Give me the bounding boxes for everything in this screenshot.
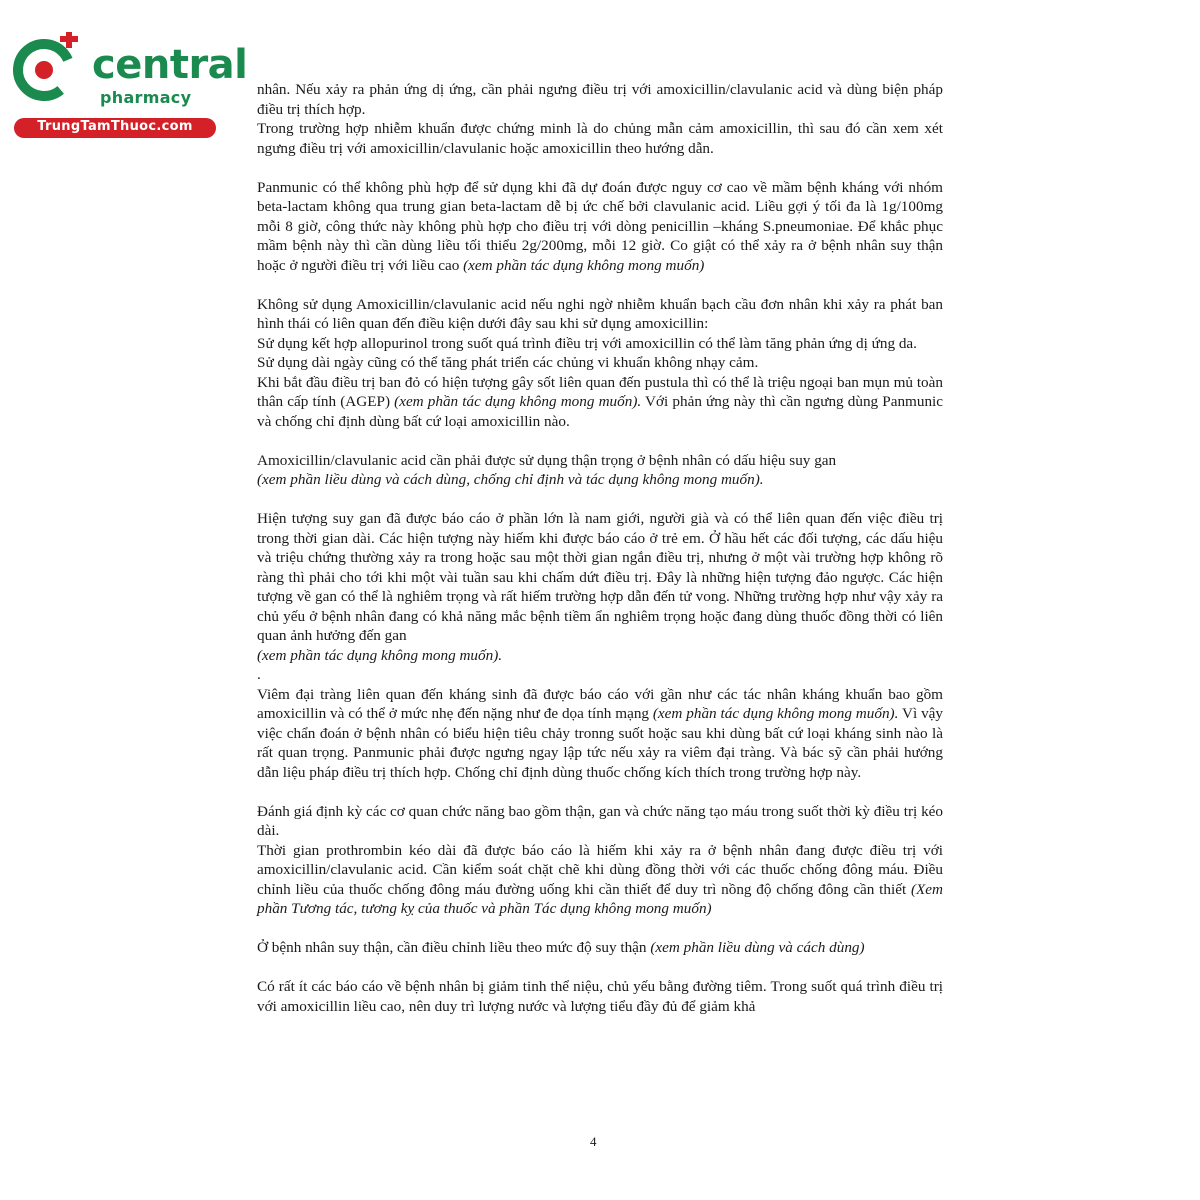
paragraph: Đánh giá định kỳ các cơ quan chức năng bao gồm thận, gan và chức năng tạo máu trong suốt thời kỳ điều trị kéo dài.: [257, 802, 943, 839]
page-number: 4: [590, 1134, 597, 1149]
logo-url: TrungTamThuoc.com: [37, 119, 193, 134]
paragraph: Panmunic có thể không phù hợp để sử dụng khi đã dự đoán được nguy cơ cao về mầm bệnh kháng với nhóm beta-lactam không qua trung gian beta-lactam dễ bị ức chế bởi clavulanic acid. Liều gợi ý tối đa là 1g/100mg mỗi 8 giờ, công thức này không phù hợp cho điều trị với dòng penicillin –kháng S.pneumoniae. Để khắc phục mầm bệnh này thì cần dùng liều tối thiểu 2g/200mg, mỗi 12 giờ. Co giật có thể xảy ra ở bệnh nhân suy thận hoặc ở người điều trị với liều cao (xem phần tác dụng không mong muốn): [257, 178, 943, 274]
cross-reference: (xem phần liều dùng và cách dùng, chống chỉ định và tác dụng không mong muốn).: [257, 471, 764, 488]
paragraph: Thời gian prothrombin kéo dài đã được báo cáo là hiếm khi xảy ra ở bệnh nhân đang được điều trị với amoxicillin/clavulanic acid. Cần kiểm soát chặt chẽ khi dùng đồng thời với các thuốc chống đông máu. Điều chỉnh liều của thuốc chống đông máu đường uống khi cần thiết để duy trì nồng độ chống đông cần thiết (Xem phần Tương tác, tương kỵ của thuốc và phần Tác dụng không mong muốn): [257, 841, 943, 917]
paragraph: Ở bệnh nhân suy thận, cần điều chỉnh liều theo mức độ suy thận (xem phần liều dùng và cách dùng): [257, 939, 865, 956]
paragraph: Amoxicillin/clavulanic acid cần phải được sử dụng thận trọng ở bệnh nhân có dấu hiệu suy gan: [257, 451, 837, 469]
logo-c-plus-icon: [8, 32, 88, 112]
paragraph: Sử dụng dài ngày cũng có thể tăng phát triển các chủng vi khuẩn không nhạy cảm.: [257, 354, 759, 371]
paragraph: [257, 470, 943, 490]
document-body: [257, 80, 943, 1016]
cross-reference: (xem phần tác dụng không mong muốn).: [257, 646, 503, 664]
logo-url-bar: [14, 118, 216, 138]
paragraph: Trong trường hợp nhiễm khuẩn được chứng minh là do chủng mẫn cảm amoxicillin, thì sau đó cần xem xét ngưng điều trị với amoxicillin/clavulanic hoặc amoxicillin theo hướng dẫn.: [257, 120, 943, 157]
cross-reference: (Xem phần Tương tác, tương kỵ của thuốc và phần Tác dụng không mong muốn): [257, 880, 943, 917]
paragraph: Có rất ít các báo cáo về bệnh nhân bị giảm tinh thể niệu, chủ yếu bằng đường tiêm. Trong suốt quá trình điều trị với amoxicillin liều cao, nên duy trì lượng nước và lượng tiểu đầy đủ để giảm khả: [257, 978, 943, 1015]
paragraph: nhân. Nếu xảy ra phản ứng dị ứng, cần phải ngưng điều trị với amoxicillin/clavulanic acid và dùng biện pháp điều trị thích hợp.: [257, 81, 943, 118]
paragraph: Khi bắt đầu điều trị ban đỏ có hiện tượng gây sốt liên quan đến pustula thì có thể là triệu ngoại ban mụn mủ toàn thân cấp tính (AGEP) (xem phần tác dụng không mong muốn). Với phản ứng này thì cần ngưng dùng Panmunic và chống chỉ định dùng bất cứ loại amoxicillin nào.: [257, 373, 944, 430]
paragraph: Viêm đại tràng liên quan đến kháng sinh đã được báo cáo với gần như các tác nhân kháng khuẩn bao gồm amoxicillin và có thể ở mức nhẹ đến nặng như đe dọa tính mạng (xem phần tác dụng không mong muốn). Vì vậy việc chẩn đoán ở bệnh nhân có biểu hiện tiêu chảy tronng suốt hoặc sau khi dùng bất cứ loại kháng sinh nào là rất quan trọng. Panmunic phải được ngưng ngay lập tức nếu xảy ra viêm đại tràng. Và bác sỹ cần phải hướng dẫn liệu pháp điều trị thích hợp. Chống chỉ định dùng thuốc chống kích thích trong trường hợp này.: [257, 685, 943, 781]
paragraph: Hiện tượng suy gan đã được báo cáo ở phần lớn là nam giới, người già và có thể liên quan đến việc điều trị trong thời gian dài. Các hiện tượng này hiếm khi được báo cáo ở trẻ em. Ở hầu hết các đối tượng, các dấu hiệu và triệu chứng thường xảy ra trong hoặc sau một thời gian ngắn điều trị, nhưng ở một vài trường hợp không rõ ràng thì phải cho tới khi một vài tuần sau khi chấm dứt điều trị. Đây là những hiện tượng đảo ngược. Các hiện tượng về gan có thể là nghiêm trọng và rất hiếm trường hợp dẫn đến tử vong. Những trường hợp như vậy xảy ra chủ yếu ở bệnh nhân đang có khả năng mắc bệnh tiềm ẩn nghiêm trọng hoặc đang dùng thuốc đồng thời có liên quan ảnh hưởng đến gan: [257, 510, 943, 644]
paragraph: Sử dụng kết hợp allopurinol trong suốt quá trình điều trị với amoxicillin có thể làm tăng phản ứng dị ứng da.: [257, 334, 917, 352]
logo-brand: central: [92, 42, 248, 88]
cross-reference: (xem phần tác dụng không mong muốn): [463, 256, 705, 274]
stray-dot: .: [257, 666, 261, 683]
paragraph: [257, 646, 943, 666]
paragraph: Không sử dụng Amoxicillin/clavulanic acid nếu nghi ngờ nhiễm khuẩn bạch cầu đơn nhân khi xảy ra phát ban hình thái có liên quan đến điều kiện dưới đây sau khi sử dụng amoxicillin:: [257, 295, 943, 332]
cross-reference: (xem phần liều dùng và cách dùng): [650, 939, 865, 956]
cross-reference: (xem phần tác dụng không mong muốn).: [652, 705, 899, 722]
cross-reference: (xem phần tác dụng không mong muốn).: [394, 393, 642, 410]
logo-subtitle: pharmacy: [100, 88, 192, 107]
central-pharmacy-logo: [8, 32, 248, 142]
